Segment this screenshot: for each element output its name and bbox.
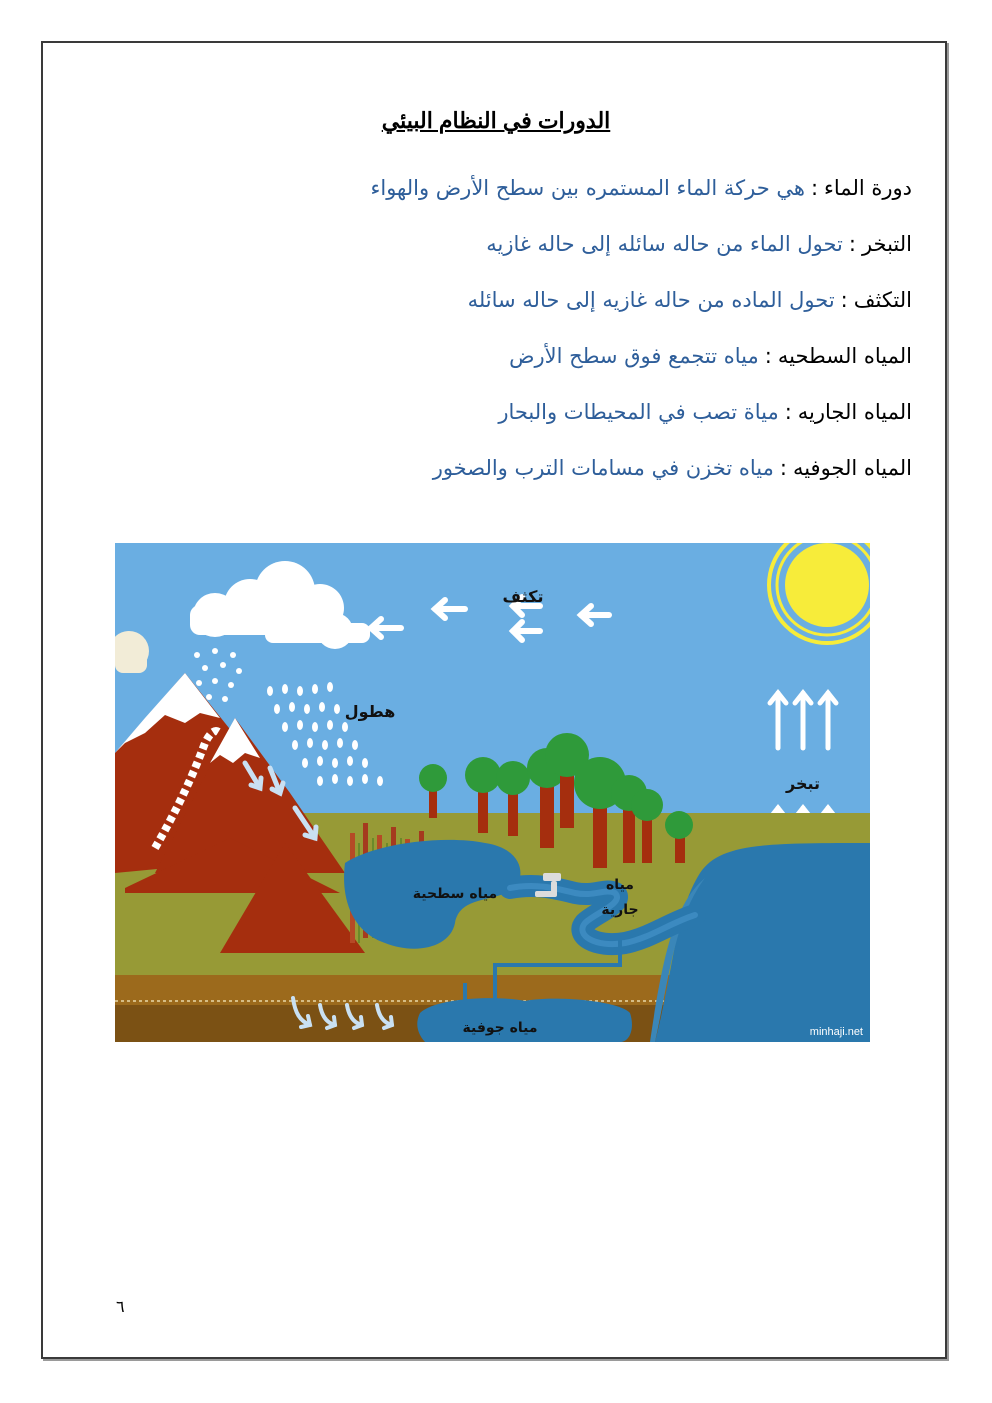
definition-term: دورة الماء: [824, 176, 912, 200]
definition-separator: :: [848, 232, 856, 256]
definition-description: تحول الماء من حاله سائله إلى حاله غازيه: [486, 232, 843, 256]
definition-separator: :: [764, 344, 772, 368]
groundwater-label: مياه جوفية: [462, 1020, 538, 1036]
water-cycle-diagram: [115, 543, 870, 1042]
definition-item: [112, 328, 912, 384]
definition-term: التكثف: [853, 288, 912, 312]
definition-description: مياه تتجمع فوق سطح الأرض: [509, 344, 759, 368]
precipitation-label: هطول: [344, 702, 396, 721]
definition-description: مياة تصب في المحيطات والبحار: [498, 400, 779, 424]
definition-term: التبخر: [861, 232, 912, 256]
evaporation-label: تبخر: [785, 774, 821, 793]
watermark: minhaji.net: [809, 1026, 863, 1038]
definitions-list: [112, 160, 912, 496]
surface-water-label: مياه سطحية: [412, 886, 498, 902]
definition-separator: :: [784, 400, 792, 424]
condensation-label: تكثف: [502, 587, 544, 606]
definition-item: [112, 160, 912, 216]
definition-separator: :: [779, 456, 787, 480]
definition-item: [112, 384, 912, 440]
definition-item: [112, 272, 912, 328]
definition-description: مياه تخزن في مسامات الترب والصخور: [432, 456, 774, 480]
definition-term: المياه الجاريه: [797, 400, 912, 424]
definition-separator: :: [810, 176, 819, 200]
page-number: ٦: [116, 1297, 125, 1316]
definition-term: المياه السطحيه: [777, 344, 912, 368]
running-water-label-line1: مياه: [606, 877, 634, 893]
definition-separator: :: [840, 288, 848, 312]
definition-item: [112, 216, 912, 272]
page-title: الدورات في النظام البيئي: [381, 108, 611, 133]
definition-description: تحول الماده من حاله غازيه إلى حاله سائله: [467, 288, 835, 312]
running-water-label-line2: جارية: [601, 902, 639, 918]
definition-term: المياه الجوفيه: [792, 456, 912, 480]
definition-description: هي حركة الماء المستمره بين سطح الأرض والهواء: [370, 176, 805, 200]
definition-item: [112, 440, 912, 496]
